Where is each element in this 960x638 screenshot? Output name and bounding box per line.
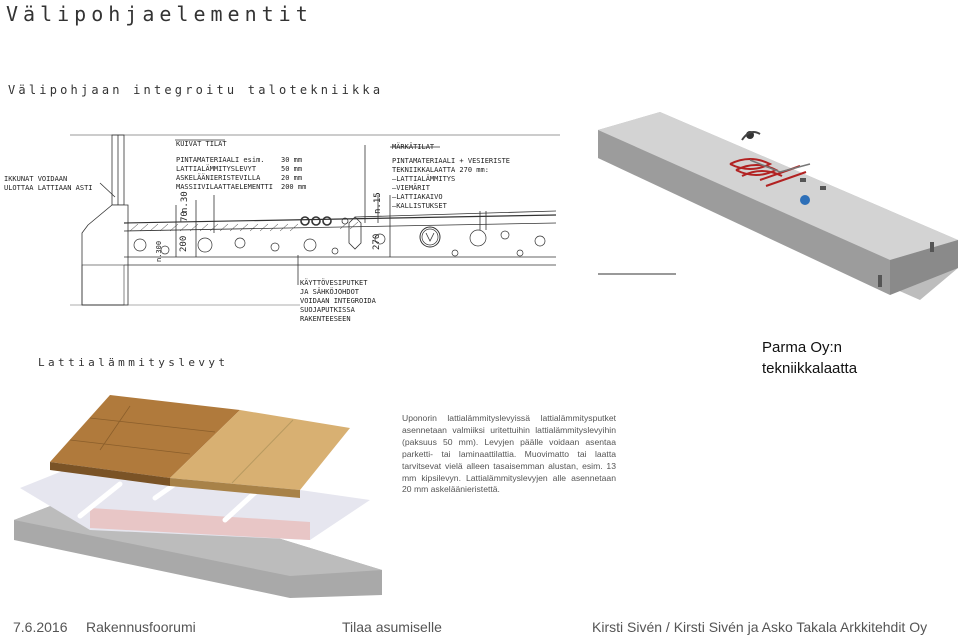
dry-area-header: KUIVAT TILAT (176, 140, 227, 148)
parma-caption (762, 337, 857, 379)
wet-area-header: MÄRKÄTILAT (392, 143, 435, 151)
footer-event: Rakennusfoorumi (86, 619, 196, 635)
dimension-30: n.30 (180, 191, 190, 213)
dry-area-layers: PINTAMATERIAALI esim. LATTIALÄMMITYSLEVYT ASKELÄÄNIERISTEVILLA MASSIIVILAATTAELEMENTTI (176, 156, 273, 191)
footer-authors: Kirsti Sivén / Kirsti Sivén ja Asko Takala Arkkitehdit Oy (592, 619, 928, 635)
floor-heating-illustration (10, 390, 390, 600)
pipes-note: KÄYTTÖVESIPUTKET JA SÄHKÖJOHDOT VOIDAAN INTEGROIDA SUOJAPUTKISSA RAKENTEESEEN (300, 279, 376, 323)
window-note: IKKUNAT VOIDAAN ULOTTAA LATTIAAN ASTI (4, 175, 93, 192)
footer-date: 7.6.2016 (13, 619, 68, 635)
parma-caption-line2: tekniikkalaatta (762, 360, 858, 377)
floor-drain (800, 195, 810, 205)
dry-area-thicknesses: 30 mm 50 mm 20 mm 200 mm (281, 156, 307, 191)
wet-area-layers: PINTAMATERIAALI + VESIERISTE TEKNIIKKALAATTA 270 mm: —LATTIALÄMMITYS —VIEMÄRIT —LATTIAKAIVO —KALLISTUKSET (392, 157, 511, 210)
dimension-270: 270 (372, 233, 382, 250)
parma-caption-line1: Parma Oy:n (762, 339, 843, 356)
floor-section-drawing (0, 105, 590, 335)
dimension-300: n.300 (155, 240, 163, 262)
dimension-70: 70 (180, 211, 190, 222)
section-title-heating-boards: Lattialämmityslevyt (38, 356, 229, 369)
section-title-integrated: Välipohjaan integroitu talotekniikka (8, 83, 384, 97)
footer-topic: Tilaa asumiselle (342, 619, 442, 635)
heating-board-description: Uponorin lattialämmityslevyissä lattialämmitysputket asennetaan valmiiksi uritettuihin lattialämmityslevyihin (paksuus 50 mm). Levyjen päälle voidaan asentaa parketti- tai laminaattilattia. Muovimatto tai laatta tarvitsevat vielä alleen tasaisemman alustan, esim. 13 mm kipsilevyn. Lattialämmityslevyjen alle asennetaan 20 mm askeläänieristettä. (402, 413, 616, 495)
slide-title: Välipohjaelementit (6, 2, 313, 26)
dimension-200: 200 (179, 235, 189, 252)
dimension-15: n.15 (373, 192, 383, 214)
technical-slab-illustration (590, 100, 960, 310)
